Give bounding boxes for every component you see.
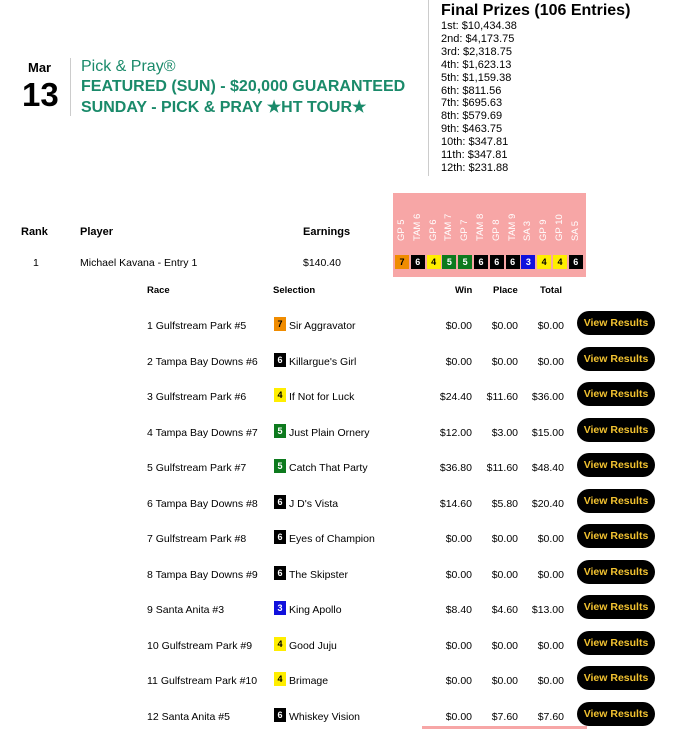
prize-item: 12th: $231.88	[441, 162, 517, 175]
selection-number-badge: 6	[274, 495, 286, 509]
race-column-label	[569, 193, 585, 243]
entry-earnings: $140.40	[303, 257, 341, 269]
leg-race: 7 Gulfstream Park #8	[147, 533, 246, 545]
race-label: SA 5	[570, 221, 581, 241]
leg-race: 8 Tampa Bay Downs #9	[147, 569, 258, 581]
prize-list	[441, 20, 517, 175]
leg-place: $0.00	[492, 640, 518, 652]
leg-row	[0, 700, 692, 735]
leg-total: $36.00	[532, 391, 564, 403]
win-column-header: Win	[455, 285, 472, 296]
prize-item: 11th: $347.81	[441, 149, 517, 162]
race-column-label	[458, 193, 474, 243]
selection-horse: Good Juju	[289, 640, 337, 652]
leg-row	[0, 416, 692, 452]
leg-total: $0.00	[538, 533, 564, 545]
prize-item: 6th: $811.56	[441, 85, 517, 98]
race-label: SA 3	[522, 221, 533, 241]
view-results-button[interactable]: View Results	[577, 311, 655, 335]
leg-race: 2 Tampa Bay Downs #6	[147, 356, 258, 368]
leg-win: $0.00	[446, 533, 472, 545]
leg-place: $7.60	[492, 711, 518, 723]
selection-number-badge: 6	[274, 353, 286, 367]
selection-number-badge: 4	[274, 637, 286, 651]
race-column-label	[537, 193, 553, 243]
leg-win: $0.00	[446, 711, 472, 723]
selection-number-badge: 4	[274, 388, 286, 402]
race-label: GP 6	[428, 220, 439, 241]
race-column-label	[395, 193, 411, 243]
player-header: Player	[80, 226, 113, 238]
leg-total: $13.00	[532, 604, 564, 616]
place-column-header: Place	[493, 285, 518, 296]
leg-race: 4 Tampa Bay Downs #7	[147, 427, 258, 439]
entry-rank: 1	[33, 257, 39, 269]
date-day: 13	[22, 76, 59, 114]
view-results-button[interactable]: View Results	[577, 418, 655, 442]
race-column-label	[427, 193, 443, 243]
race-label: GP 5	[396, 220, 407, 241]
leg-total: $15.00	[532, 427, 564, 439]
prize-item: 7th: $695.63	[441, 97, 517, 110]
selection-horse: Just Plain Ornery	[289, 427, 370, 439]
view-results-button[interactable]: View Results	[577, 560, 655, 584]
prizes-heading: Final Prizes (106 Entries)	[441, 2, 630, 20]
race-label: GP 9	[538, 220, 549, 241]
total-column-header: Total	[540, 285, 562, 296]
leg-row	[0, 522, 692, 558]
selection-horse: Eyes of Champion	[289, 533, 375, 545]
earnings-header: Earnings	[303, 226, 350, 238]
race-column-label	[521, 193, 537, 243]
race-picks-strip	[393, 193, 586, 277]
leg-win: $36.80	[440, 462, 472, 474]
entry-player[interactable]: Michael Kavana - Entry 1	[80, 257, 197, 269]
pick-badge: 6	[490, 255, 504, 269]
rank-header: Rank	[21, 226, 48, 238]
contest-name: Pick & Pray®	[81, 58, 175, 76]
pick-badge: 4	[427, 255, 441, 269]
selection-horse: Sir Aggravator	[289, 320, 356, 332]
selection-horse: Killargue's Girl	[289, 356, 356, 368]
leg-race: 10 Gulfstream Park #9	[147, 640, 252, 652]
race-column-label	[490, 193, 506, 243]
pick-badge: 4	[553, 255, 567, 269]
view-results-button[interactable]: View Results	[577, 595, 655, 619]
leg-race: 6 Tampa Bay Downs #8	[147, 498, 258, 510]
pick-badge: 6	[506, 255, 520, 269]
leg-row	[0, 593, 692, 629]
race-column-label	[553, 193, 569, 243]
leg-total: $0.00	[538, 356, 564, 368]
view-results-button[interactable]: View Results	[577, 347, 655, 371]
selection-horse: The Skipster	[289, 569, 348, 581]
race-column-label	[506, 193, 522, 243]
leg-win: $14.60	[440, 498, 472, 510]
leg-win: $0.00	[446, 640, 472, 652]
selection-horse: Brimage	[289, 675, 328, 687]
race-label: GP 10	[554, 214, 565, 241]
selection-horse: J D's Vista	[289, 498, 338, 510]
race-column-label	[411, 193, 427, 243]
leg-win: $8.40	[446, 604, 472, 616]
selection-horse: If Not for Luck	[289, 391, 354, 403]
selection-number-badge: 3	[274, 601, 286, 615]
leg-row	[0, 629, 692, 665]
selection-number-badge: 7	[274, 317, 286, 331]
leg-total: $48.40	[532, 462, 564, 474]
prize-item: 9th: $463.75	[441, 123, 517, 136]
leg-row	[0, 558, 692, 594]
pick-badge: 4	[537, 255, 551, 269]
race-label: TAM 6	[412, 214, 423, 241]
selection-number-badge: 5	[274, 424, 286, 438]
race-label: TAM 8	[475, 214, 486, 241]
leg-total: $0.00	[538, 640, 564, 652]
selection-number-badge: 4	[274, 672, 286, 686]
view-results-button[interactable]: View Results	[577, 666, 655, 690]
leg-total: $20.40	[532, 498, 564, 510]
race-column-label	[474, 193, 490, 243]
leg-win: $0.00	[446, 356, 472, 368]
pick-badge: 6	[569, 255, 583, 269]
prize-item: 3rd: $2,318.75	[441, 46, 517, 59]
leg-place: $5.80	[492, 498, 518, 510]
pick-badge: 3	[521, 255, 535, 269]
leg-win: $12.00	[440, 427, 472, 439]
leg-race: 1 Gulfstream Park #5	[147, 320, 246, 332]
leg-place: $0.00	[492, 320, 518, 332]
pick-badge: 5	[442, 255, 456, 269]
race-column-header: Race	[147, 285, 170, 296]
selection-number-badge: 6	[274, 530, 286, 544]
view-results-button[interactable]: View Results	[577, 453, 655, 477]
divider	[428, 0, 429, 176]
selection-number-badge: 6	[274, 566, 286, 580]
race-label: TAM 9	[507, 214, 518, 241]
leg-total: $0.00	[538, 569, 564, 581]
pick-badge: 7	[395, 255, 409, 269]
divider	[70, 58, 71, 116]
view-results-button[interactable]: View Results	[577, 382, 655, 406]
race-column-label	[442, 193, 458, 243]
leg-win: $0.00	[446, 569, 472, 581]
leg-total: $0.00	[538, 320, 564, 332]
leg-race: 12 Santa Anita #5	[147, 711, 230, 723]
leg-place: $11.60	[487, 462, 518, 474]
selection-number-badge: 5	[274, 459, 286, 473]
leg-place: $0.00	[492, 533, 518, 545]
selection-number-badge: 6	[274, 708, 286, 722]
leg-row	[0, 451, 692, 487]
leg-win: $0.00	[446, 320, 472, 332]
prize-item: 2nd: $4,173.75	[441, 33, 517, 46]
view-results-button[interactable]: View Results	[577, 489, 655, 513]
prize-item: 8th: $579.69	[441, 110, 517, 123]
leg-row	[0, 345, 692, 381]
leg-place: $3.00	[492, 427, 518, 439]
leg-total: $0.00	[538, 675, 564, 687]
contest-title: FEATURED (SUN) - $20,000 GUARANTEED SUNDAY - PICK & PRAY ★HT TOUR★	[81, 76, 411, 118]
leg-total: $7.60	[538, 711, 564, 723]
leg-win: $24.40	[440, 391, 472, 403]
leg-place: $0.00	[492, 569, 518, 581]
race-label: GP 8	[491, 220, 502, 241]
leg-row	[0, 380, 692, 416]
leg-row	[0, 664, 692, 700]
selection-column-header: Selection	[273, 285, 315, 296]
prize-item: 1st: $10,434.38	[441, 20, 517, 33]
leg-row	[0, 309, 692, 345]
prize-item: 4th: $1,623.13	[441, 59, 517, 72]
leg-place: $4.60	[492, 604, 518, 616]
leg-race: 11 Gulfstream Park #10	[147, 675, 257, 687]
view-results-button[interactable]: View Results	[577, 631, 655, 655]
date-month: Mar	[28, 60, 51, 75]
prize-item: 10th: $347.81	[441, 136, 517, 149]
leg-race: 5 Gulfstream Park #7	[147, 462, 246, 474]
race-label: TAM 7	[443, 214, 454, 241]
leg-win: $0.00	[446, 675, 472, 687]
leg-place: $0.00	[492, 356, 518, 368]
leg-row	[0, 487, 692, 523]
view-results-button[interactable]: View Results	[577, 524, 655, 548]
pick-badge: 5	[458, 255, 472, 269]
race-label: GP 7	[459, 220, 470, 241]
leg-race: 3 Gulfstream Park #6	[147, 391, 246, 403]
selection-horse: Catch That Party	[289, 462, 368, 474]
prize-item: 5th: $1,159.38	[441, 72, 517, 85]
view-results-button[interactable]: View Results	[577, 702, 655, 726]
leg-race: 9 Santa Anita #3	[147, 604, 224, 616]
selection-horse: King Apollo	[289, 604, 342, 616]
pick-badge: 6	[474, 255, 488, 269]
pick-badge: 6	[411, 255, 425, 269]
leg-place: $0.00	[492, 675, 518, 687]
leg-place: $11.60	[487, 391, 518, 403]
selection-horse: Whiskey Vision	[289, 711, 360, 723]
